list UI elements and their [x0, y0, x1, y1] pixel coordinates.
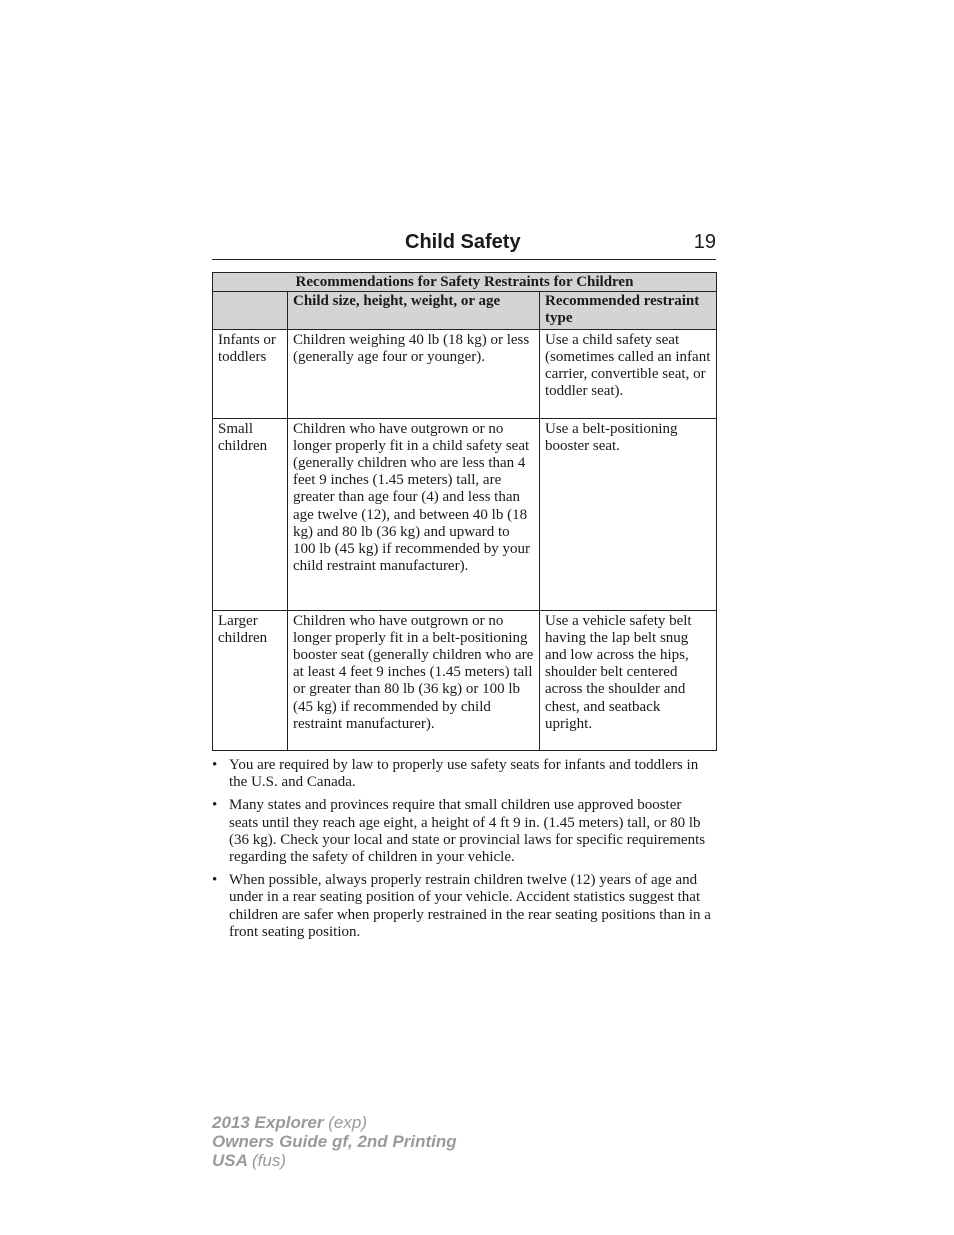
- row-restraint-cell: Use a belt-positioning booster seat.: [540, 418, 717, 610]
- footer-market: USA: [212, 1151, 248, 1170]
- document-footer: [212, 1113, 457, 1170]
- note-text: When possible, always properly restrain children twelve (12) years of age and under in a rear seating position of your vehicle. Accident statistics suggest that children are safer when properly restrained in the rear seating positions than in a front seating position.: [229, 872, 711, 940]
- table-row: [213, 329, 717, 418]
- page-number: 19: [693, 231, 716, 253]
- table-row: [213, 610, 717, 750]
- row-group-cell: Larger children: [213, 610, 288, 750]
- table-header-row: [213, 292, 717, 329]
- footer-line-3: [212, 1151, 457, 1170]
- bullet-icon: •: [212, 797, 218, 814]
- row-restraint-cell: Use a child safety seat (sometimes called an infant carrier, convertible seat, or toddler seat).: [540, 329, 717, 418]
- list-item: [212, 757, 712, 791]
- footer-market-code: (fus): [252, 1151, 286, 1170]
- row-group-cell: Small children: [213, 418, 288, 610]
- column-header-group: [213, 292, 288, 329]
- table-row: [213, 418, 717, 610]
- footer-model-code: (exp): [328, 1113, 367, 1132]
- bullet-icon: •: [212, 757, 218, 773]
- footer-line-1: [212, 1113, 457, 1132]
- restraint-recommendations-table: [212, 272, 717, 751]
- column-header-size: Child size, height, weight, or age: [288, 292, 540, 329]
- section-title: Child Safety: [405, 231, 521, 253]
- row-size-cell: Children weighing 40 lb (18 kg) or less (generally age four or younger).: [288, 329, 540, 418]
- row-restraint-cell: Use a vehicle safety belt having the lap belt snug and low across the hips, shoulder belt centered across the shoulder and chest, and seatback upright.: [540, 610, 717, 750]
- list-item: [212, 872, 712, 941]
- note-text: You are required by law to properly use safety seats for infants and toddlers in the U.S. and Canada.: [229, 757, 699, 791]
- column-header-restraint: Recommended restraint type: [540, 292, 717, 329]
- footer-line-2: [212, 1132, 457, 1151]
- table-caption-row: [213, 273, 717, 292]
- table-caption: Recommendations for Safety Restraints for Children: [213, 273, 717, 292]
- list-item: [212, 797, 712, 866]
- footer-model: 2013 Explorer: [212, 1113, 324, 1132]
- row-size-cell: Children who have outgrown or no longer properly fit in a child safety seat (generally children who are less than 4 feet 9 inches (1.45 meters) tall, are greater than age four (4) and less than age twelve (12), and between 40 lb (18 kg) and 80 lb (36 kg) and upward to 100 lb (45 kg) if recommended by your child restraint manufacturer).: [288, 418, 540, 610]
- row-size-cell: Children who have outgrown or no longer properly fit in a belt-positioning booster seat (generally children who are at least 4 feet 9 inches (1.45 meters) tall or greater than 80 lb (36 kg) or 100 lb (45 kg) if recommended by child restraint manufacturer).: [288, 610, 540, 750]
- row-group-cell: Infants or toddlers: [213, 329, 288, 418]
- note-text: Many states and provinces require that small children use approved booster seats until they reach age eight, a height of 4 ft 9 in. (1.45 meters) tall, or 80 lb (36 kg). Check your local and state or provincial laws for specific requirements regarding the safety of children in your vehicle.: [229, 797, 706, 866]
- safety-notes-list: [212, 757, 712, 947]
- footer-guide: Owners Guide gf, 2nd Printing: [212, 1132, 457, 1151]
- page-header: [212, 229, 716, 260]
- bullet-icon: •: [212, 872, 218, 889]
